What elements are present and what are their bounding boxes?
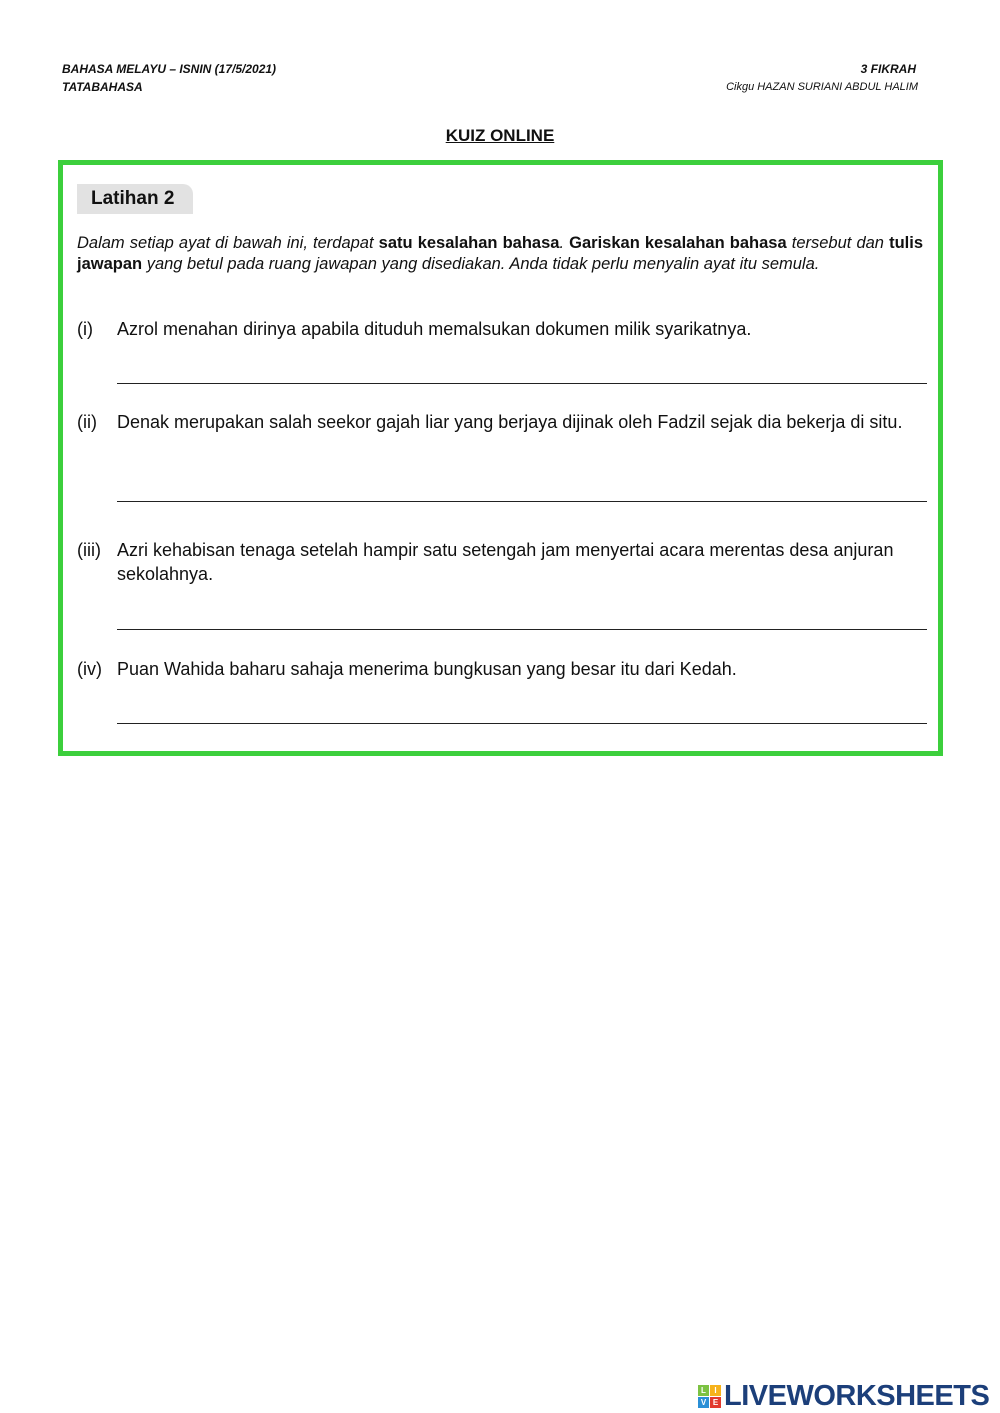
logo-letter: V bbox=[698, 1397, 709, 1408]
instr-bold: Gariskan kesalahan bahasa bbox=[569, 234, 787, 252]
instr-text: . bbox=[559, 234, 570, 252]
exercise-box bbox=[58, 160, 943, 756]
instr-text: tersebut dan bbox=[786, 234, 890, 252]
question-number: (i) bbox=[77, 319, 93, 339]
question-number: (iii) bbox=[77, 540, 101, 560]
question-text: Denak merupakan salah seekor gajah liar yang berjaya dijinak oleh Fadzil sejak dia bekerja di situ. bbox=[117, 412, 903, 432]
topic: TATABAHASA bbox=[62, 80, 143, 94]
logo-letter: I bbox=[710, 1385, 721, 1396]
instr-bold: tulis jawapan bbox=[77, 234, 923, 273]
instr-bold: satu kesalahan bahasa bbox=[378, 234, 560, 252]
question-text: Azri kehabisan tenaga setelah hampir satu setengah jam menyertai acara merentas desa anjuran sekolahnya. bbox=[117, 540, 894, 584]
instr-text: Dalam setiap ayat di bawah ini, terdapat bbox=[77, 234, 379, 252]
instr-text: yang betul pada ruang jawapan yang disediakan. Anda tidak perlu menyalin ayat itu semula. bbox=[142, 255, 820, 273]
logo-letter: L bbox=[698, 1385, 709, 1396]
liveworksheets-logo bbox=[698, 1380, 989, 1413]
question-4 bbox=[77, 657, 925, 681]
logo-text: LIVEWORKSHEETS bbox=[724, 1380, 990, 1412]
question-number: (iv) bbox=[77, 659, 102, 679]
question-text: Azrol menahan dirinya apabila dituduh memalsukan dokumen milik syarikatnya. bbox=[117, 319, 752, 339]
subject-date: BAHASA MELAYU – ISNIN (17/5/2021) bbox=[62, 62, 277, 76]
question-text: Puan Wahida baharu sahaja menerima bungkusan yang besar itu dari Kedah. bbox=[117, 659, 737, 679]
teacher-name: Cikgu HAZAN SURIANI ABDUL HALIM bbox=[726, 81, 918, 93]
exercise-label: Latihan 2 bbox=[77, 184, 193, 214]
question-number: (ii) bbox=[77, 412, 97, 432]
question-1 bbox=[77, 317, 925, 341]
instructions bbox=[77, 233, 923, 275]
page-title: KUIZ ONLINE bbox=[445, 126, 555, 145]
logo-badge-icon bbox=[698, 1385, 721, 1408]
question-3 bbox=[77, 538, 925, 586]
answer-input-1[interactable] bbox=[117, 359, 927, 384]
logo-letter: E bbox=[710, 1397, 721, 1408]
answer-input-3[interactable] bbox=[117, 605, 927, 630]
answer-input-2[interactable] bbox=[117, 477, 927, 502]
class-name: 3 FIKRAH bbox=[860, 62, 916, 76]
answer-input-4[interactable] bbox=[117, 699, 927, 724]
question-2 bbox=[77, 410, 925, 434]
